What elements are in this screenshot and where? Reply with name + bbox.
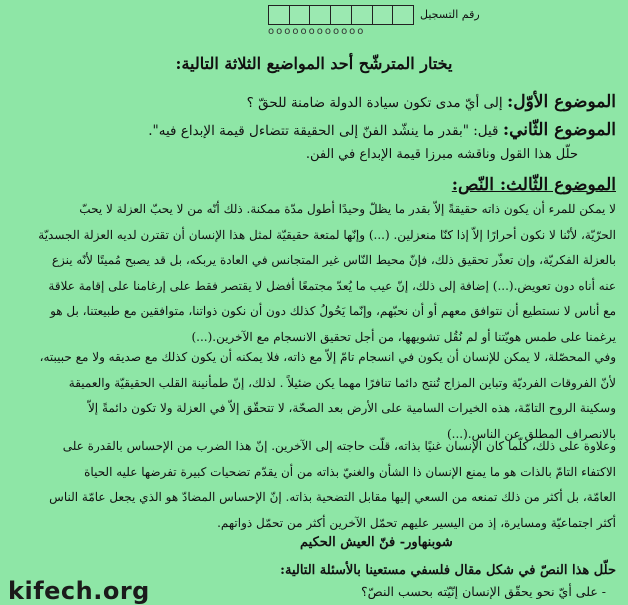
topic-three <box>12 175 616 195</box>
registration-digit-box <box>330 6 351 24</box>
text-paragraph-2 <box>10 345 616 447</box>
text-line: لأنّ الفروقات الفرديّة وتباين المزاج تُنتج دائما تنافرًا مهما يكن ضئيلاً . لذلك، إنّ طمأنينة القلب الحقيقيّة والعميقة <box>68 375 616 390</box>
text-line: الحرّيّة، لأنّنا لا نكون أحرارًا إلاّ إذا كنّا منعزلين. (...) وإنّها لمتعة حقيقيّة لمثل هذا الإنسان أن تقترن لديه العزلة الجسديّة <box>38 227 616 242</box>
text-line: وعلاوة على ذلك، كلّما كان الإنسان غنيًا بذاته، قلّت حاجته إلى الآخرين. إنّ هذا الضرب من الإحساس بالقدرة على <box>62 439 616 453</box>
registration-digit-box <box>309 6 330 24</box>
text-line: بالعزلة الفكريّة، وإن تعذّر تحقيق ذلك، فإنّ محيط النّاس غير المتجانس في العادة يربكه، بل قد يصبح مُميتًا لأنّه ينزع <box>51 253 616 267</box>
text-line: وسكينة الروح التامّة، هذه الخيرات السامية على الأرض بعد الصحّة، لا تتحقّق إلاّ في العزلة ولا تكون دائمةً إلاّ <box>87 401 616 415</box>
registration-digit-box <box>372 6 393 24</box>
topic-one-text: إلى أيّ مدى تكون سيادة الدولة ضامنة للحقّ ؟ <box>246 95 503 111</box>
registration-digit-box <box>392 6 413 24</box>
topic-one-label: الموضوع الأوّل: <box>506 92 616 112</box>
text-line: العامّة، بل أكثر من ذلك تمنعه من السعي إليها مقابل التضحية بذاته. إنّ الإحساس المضادّ هو الذي يجعل عامّة الناس <box>49 490 616 504</box>
topic-three-label: الموضوع الثّالث: النّص: <box>451 175 616 195</box>
topic-two-text: قيل: "بقدر ما ينشّد الفنّ إلى الحقيقة تتضاءل قيمة الإبداع فيه". <box>148 123 499 139</box>
text-line: عنه أناه دون تعويض.(...) إضافة إلى ذلك، إنّ عيب ما يُعدّ مجتمعًا أفضل لا يقتصر فقط على إرغامنا على إقامة علاقة <box>48 278 616 293</box>
registration-digit-box <box>289 6 310 24</box>
instructions-heading: يختار المترشّح أحد المواضيع الثلاثة التالية: <box>175 54 453 73</box>
text-source-signature: شوبنهاور- فنّ العيش الحكيم <box>300 535 453 550</box>
site-watermark: kifech.org <box>8 577 150 605</box>
text-line: يرغمنا على طمس هويّتنا أو لم نُقُل تشويهها، من أجل تحقيق الانسجام مع الآخرين.(...) <box>191 329 616 344</box>
text-paragraph-1 <box>10 197 616 350</box>
registration-digit-box <box>351 6 372 24</box>
topic-two-label: الموضوع الثّاني: <box>502 120 616 140</box>
text-line: أكثر اجتماعيّة ومسايرة، إذ من اليسير عليهم تحمّل الآخرين أكثر من تحمّل ذواتهم. <box>217 515 616 530</box>
text-line: وفي المحصّلة، لا يمكن للإنسان أن يكون في انسجام تامّ إلاّ مع ذاته، فلا يمكنه أن يكون كذلك مع صديقه ولا مع حبيبته، <box>39 350 616 364</box>
topic-one <box>12 92 616 112</box>
registration-digit-box <box>269 6 289 24</box>
topic-two-instruction: حلّل هذا القول وناقشه مبرزا قيمة الإبداع في الفن. <box>305 147 578 162</box>
text-line: بالانصراف المطلق عن الناس.(...) <box>446 426 616 441</box>
text-line: لا يمكن للمرء أن يكون ذاته حقيقةً إلاّ بقدر ما يظلّ وحيدًا أطول مدّة ممكنة. ذلك أنّه من لا يحبّ العزلة لا يحبّ <box>79 202 616 216</box>
text-paragraph-3 <box>10 434 616 536</box>
decorative-dots: oooooooooooo <box>268 26 366 37</box>
analysis-question: حلّل هذا النصّ في شكل مقال فلسفي مستعينا بالأسئلة التالية: <box>280 563 616 578</box>
registration-number-boxes <box>268 5 414 25</box>
text-line: الاكتفاء التامّ بالذات هو ما يمنع الإنسان ذا الشأن والغنيّ بذاته من أن يقدّم تضحيات كبيرة تفرضها عليه الحياة <box>84 464 616 479</box>
text-line: مع أناس لا نستطيع أن نتوافق معهم أو أن نحبّهم، وإنّما يَحُولُ كذلك دون أن نكون ذواتنا، متوافقين مع طبيعتنا، بل هو <box>50 304 616 318</box>
registration-label: رقم التسجيل <box>420 8 480 21</box>
guiding-question: - على أيّ نحو يحقّق الإنسان إنّيّته بحسب النصّ؟ <box>361 584 606 599</box>
topic-two <box>12 120 616 140</box>
